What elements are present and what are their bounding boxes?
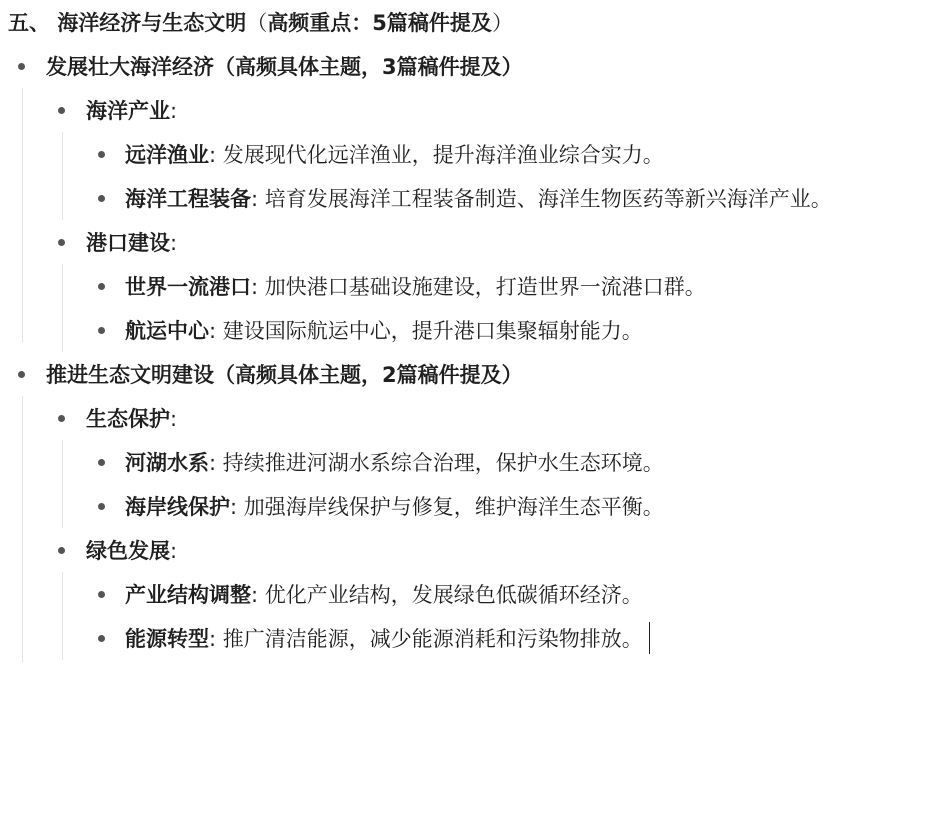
list-item bbox=[125, 314, 643, 348]
bullet-icon bbox=[58, 547, 65, 554]
subtopic-title: 生态保护 bbox=[86, 407, 170, 431]
text-cursor bbox=[649, 622, 650, 654]
indent-guide bbox=[62, 132, 63, 220]
item-term: 能源转型 bbox=[125, 627, 209, 651]
subtopic-colon: : bbox=[170, 407, 178, 431]
list-item bbox=[125, 490, 664, 524]
list-item bbox=[125, 578, 643, 612]
item-desc: : 优化产业结构，发展绿色低碳循环经济。 bbox=[251, 583, 643, 607]
topic-heading bbox=[46, 50, 523, 84]
list-item bbox=[125, 622, 650, 656]
item-desc: : 发展现代化远洋渔业，提升海洋渔业综合实力。 bbox=[209, 143, 664, 167]
bullet-icon bbox=[18, 371, 25, 378]
bullet-icon bbox=[58, 415, 65, 422]
subtopic-heading bbox=[86, 94, 177, 128]
bullet-icon bbox=[58, 239, 65, 246]
subtopic-heading bbox=[86, 226, 177, 260]
bullet-icon bbox=[98, 591, 105, 598]
indent-guide bbox=[62, 440, 63, 528]
indent-guide bbox=[22, 396, 23, 662]
subtopic-heading bbox=[86, 402, 177, 436]
item-desc: : 推广清洁能源，减少能源消耗和污染物排放。 bbox=[209, 627, 643, 651]
list-item bbox=[125, 446, 664, 480]
bullet-icon bbox=[98, 195, 105, 202]
item-desc: : 建设国际航运中心，提升港口集聚辐射能力。 bbox=[209, 319, 643, 343]
bullet-icon bbox=[98, 151, 105, 158]
item-desc: : 加快港口基础设施建设，打造世界一流港口群。 bbox=[251, 275, 706, 299]
bullet-icon bbox=[98, 503, 105, 510]
subtopic-colon: : bbox=[170, 99, 178, 123]
item-term: 航运中心 bbox=[125, 319, 209, 343]
indent-guide bbox=[62, 264, 63, 352]
item-desc: : 加强海岸线保护与修复，维护海洋生态平衡。 bbox=[230, 495, 664, 519]
list-item bbox=[125, 138, 664, 172]
topic-title: 推进生态文明建设 bbox=[46, 363, 214, 387]
bullet-icon bbox=[98, 327, 105, 334]
subtopic-title: 港口建设 bbox=[86, 231, 170, 255]
bullet-icon bbox=[18, 63, 25, 70]
section-title: 五、 海洋经济与生态文明 bbox=[8, 11, 247, 35]
indent-guide bbox=[62, 572, 63, 660]
item-term: 远洋渔业 bbox=[125, 143, 209, 167]
item-term: 海岸线保护 bbox=[125, 495, 230, 519]
item-desc: : 持续推进河湖水系综合治理，保护水生态环境。 bbox=[209, 451, 664, 475]
bullet-icon bbox=[98, 635, 105, 642]
topic-note: （高频具体主题，2篇稿件提及） bbox=[214, 363, 523, 387]
item-term: 产业结构调整 bbox=[125, 583, 251, 607]
bullet-icon bbox=[98, 459, 105, 466]
section-note-open: （ bbox=[246, 11, 268, 35]
item-desc: : 培育发展海洋工程装备制造、海洋生物医药等新兴海洋产业。 bbox=[251, 187, 832, 211]
topic-note: （高频具体主题，3篇稿件提及） bbox=[214, 55, 523, 79]
item-term: 河湖水系 bbox=[125, 451, 209, 475]
indent-guide bbox=[22, 88, 23, 342]
subtopic-colon: : bbox=[170, 231, 178, 255]
item-term: 世界一流港口 bbox=[125, 275, 251, 299]
list-item bbox=[125, 270, 706, 304]
subtopic-colon: : bbox=[170, 539, 178, 563]
list-item bbox=[125, 182, 832, 216]
topic-title: 发展壮大海洋经济 bbox=[46, 55, 214, 79]
item-term: 海洋工程装备 bbox=[125, 187, 251, 211]
section-note-close: ） bbox=[491, 11, 513, 35]
section-heading bbox=[8, 6, 513, 40]
subtopic-title: 绿色发展 bbox=[86, 539, 170, 563]
topic-heading bbox=[46, 358, 523, 392]
bullet-icon bbox=[98, 283, 105, 290]
bullet-icon bbox=[58, 107, 65, 114]
subtopic-title: 海洋产业 bbox=[86, 99, 170, 123]
section-note: 高频重点：5篇稿件提及 bbox=[267, 11, 492, 35]
subtopic-heading bbox=[86, 534, 177, 568]
